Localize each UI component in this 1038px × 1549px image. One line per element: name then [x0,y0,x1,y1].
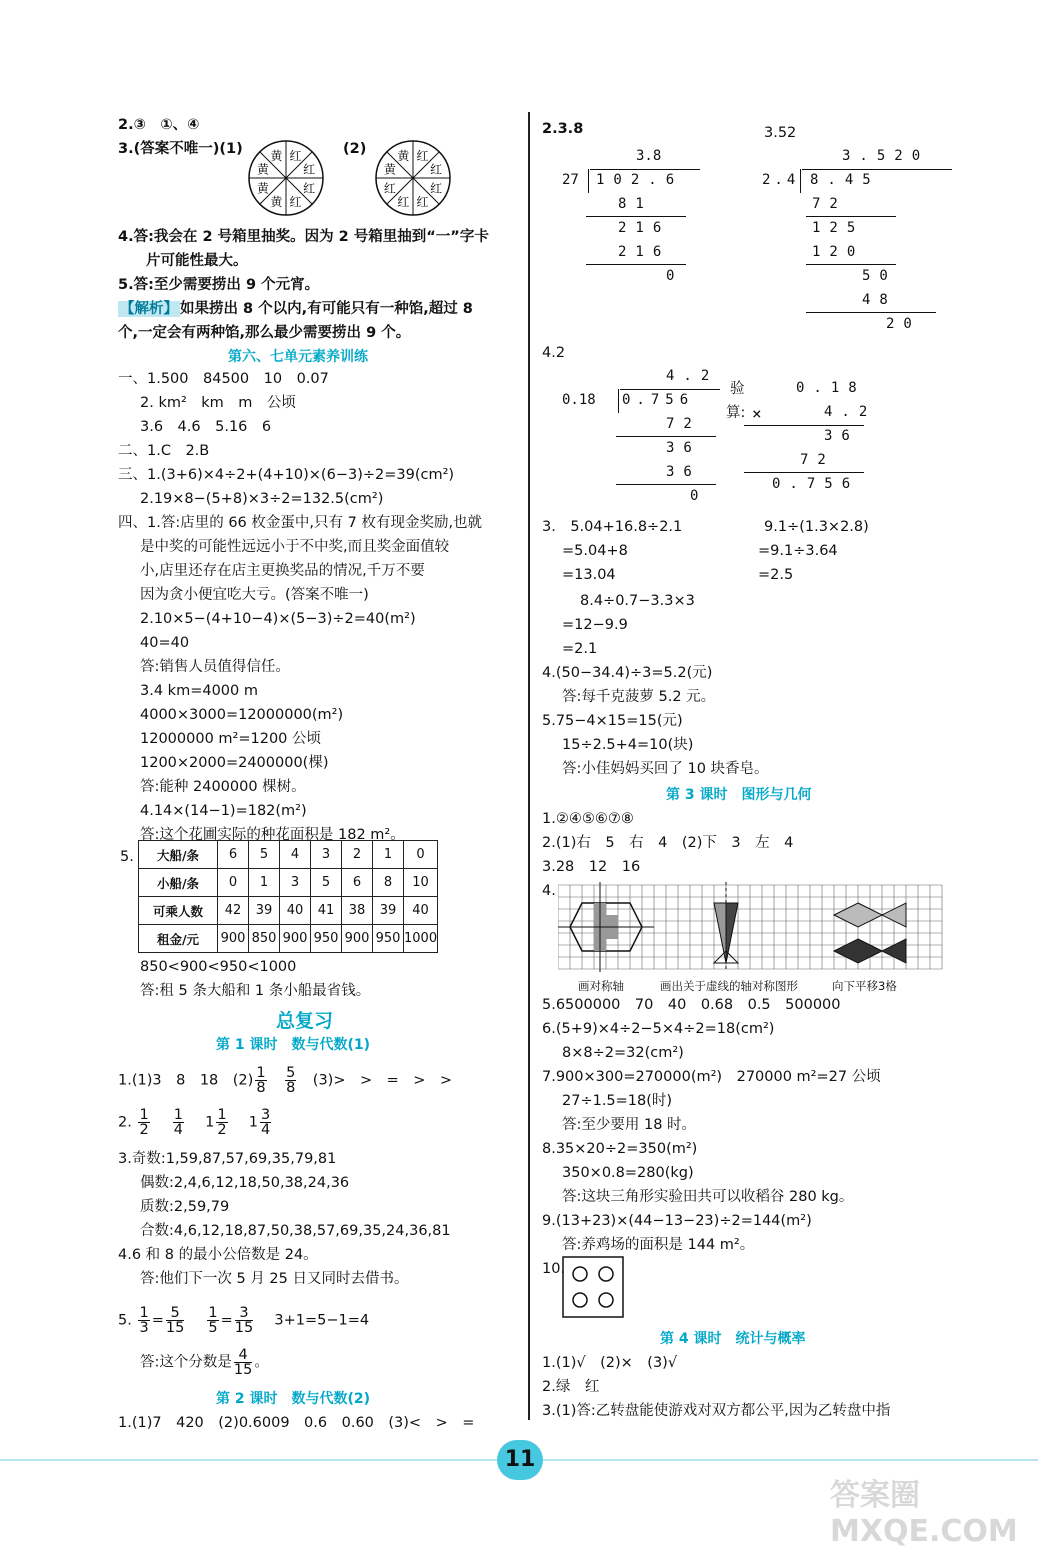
table-cell: 5 [311,869,342,897]
row-header: 可乘人数 [139,897,218,925]
numerator: 3 [235,1306,253,1321]
check-label: 验 [730,381,745,397]
answer-line: 350×0.8=280(kg) [562,1165,694,1181]
table-cell: 850 [249,925,280,953]
dividend: 102.6 [596,172,684,188]
table-row [139,925,438,953]
wheel-label: 红 [383,181,396,196]
check-label: 算: [726,405,746,421]
denominator: 5 [208,1320,218,1336]
answer-line: 15÷2.5+4=10(块) [562,737,694,753]
answer-line: 7.900×300=270000(m²) 270000 m²=27 公顷 [542,1069,881,1085]
numerator: 4 [234,1348,252,1363]
four-circles-figure [562,1256,624,1318]
denominator: 2 [217,1122,227,1138]
answer-line: 答:养鸡场的面积是 144 m²。 [562,1237,755,1253]
answer-line: 答:租 5 条大船和 1 条小船最省钱。 [140,983,371,999]
division-step: 120 [812,244,865,260]
denominator: 15 [234,1320,254,1336]
table-cell: 6 [342,869,373,897]
divisor: 27 [562,172,579,188]
wheel-label: 黄 [270,195,283,210]
answer-line: 偶数:2,4,6,12,18,50,38,24,36 [140,1175,350,1191]
numerator: 1 [208,1305,218,1321]
table-cell: 41 [311,897,342,925]
answer-text: 。 [254,1354,269,1371]
answer-line: 850<900<950<1000 [140,959,297,975]
answer-line: 片可能性最大。 [146,253,248,269]
numerator: 5 [286,1065,296,1081]
answer-line: 一、1.500 84500 10 0.07 [118,371,329,387]
row-header: 租金/元 [139,925,218,953]
section-title: 第 4 课时 统计与概率 [660,1331,806,1347]
answer-line: 三、1.(3+6)×4÷2+(4+10)×(6−3)÷2=39(cm²) [118,467,455,483]
answer-line: 4.2 [542,345,566,361]
answer-line: (2) [343,141,367,157]
table-cell: 900 [280,925,311,953]
answer-line: 1200×2000=2400000(棵) [140,755,329,771]
answer-line: =12−9.9 [562,617,628,633]
answer-line: 2.19×8−(5+8)×3÷2=132.5(cm²) [140,491,384,507]
analysis-line: 个,一定会有两种馅,那么最少需要捞出 9 个。 [118,325,411,341]
table-cell: 900 [342,925,373,953]
answer-line: 2.10×5−(4+10−4)×(5−3)÷2=40(m²) [140,611,416,627]
table-cell: 3 [280,869,311,897]
denominator: 4 [173,1122,184,1138]
table-row [139,869,438,897]
answer-text: 答:这个分数是 [140,1354,232,1371]
denominator: 15 [165,1320,185,1336]
dividend: 8.45 [810,172,880,188]
fraction [138,1306,149,1335]
wheel-label: 黄 [256,181,269,196]
answer-line: 3.奇数:1,59,87,57,69,35,79,81 [118,1151,337,1167]
dividend: 0.756 [622,392,695,408]
symmetry-grid-figure [558,882,948,972]
figure-caption: 画出关于虚线的轴对称图形 [660,979,798,993]
partial-product: 36 [824,428,859,444]
table-cell: 950 [373,925,404,953]
wheel-label: 黄 [383,162,396,177]
wheel-label: 红 [303,162,316,177]
analysis-text: 如果捞出 8 个以内,有可能只有一种馅,超过 8 [180,301,473,317]
table-cell: 1000 [404,925,438,953]
reflected-shape [714,882,738,972]
division-step: 125 [812,220,865,236]
answer-line: 2.③ ①、④ [118,117,200,133]
denominator: 8 [256,1080,266,1096]
answer-line: 小,店里还存在店主更换奖品的情况,千万不要 [140,563,425,579]
wheel-label: 黄 [397,148,410,163]
answer-line: 9.(13+23)×(44−13−23)÷2=144(m²) [542,1213,812,1229]
answer-line: 6.(5+9)×4÷2−5×4÷2=18(cm²) [542,1021,775,1037]
multiply-sign: × [752,404,762,423]
multiplicand: 0.18 [796,380,866,396]
answer-line: 8.35×20÷2=350(m²) [542,1141,698,1157]
whole-part: 1 [248,1114,258,1131]
fraction [235,1306,253,1335]
product: 0.756 [772,476,860,492]
answer-line: 8×8÷2=32(cm²) [562,1045,684,1061]
division-step: 72 [812,196,847,212]
answer-line: 答:销售人员值得信任。 [140,659,290,675]
answer-line: 5.答:至少需要捞出 9 个元宵。 [118,277,320,293]
table-cell: 38 [342,897,373,925]
quotient: 3.8 [636,148,662,164]
page-number: 11 [497,1440,543,1480]
answer-line: 3.6 4.6 5.16 6 [140,419,272,435]
table-cell: 0 [404,841,438,869]
division-step: 50 [862,268,897,284]
answer-line: 4.答:我会在 2 号箱里抽奖。因为 2 号箱里抽到“一”字卡 [118,229,489,245]
answer-line: 4. [542,883,556,899]
denominator: 4 [260,1122,271,1138]
wheel-label: 红 [416,195,429,210]
answer-line: 3.4 km=4000 m [140,683,258,699]
table-cell: 3 [311,841,342,869]
wheel-label: 黄 [270,148,283,163]
division-step: 216 [618,220,671,236]
fraction [255,1066,266,1095]
table-row [139,841,438,869]
answer-line [118,1066,452,1095]
division-step: 36 [666,440,701,456]
answer-line: 3.(1)答:乙转盘能使游戏对双方都公平,因为乙转盘中指 [542,1403,891,1419]
answer-line: 2.绿 红 [542,1379,600,1395]
answer-text: 3+1=5−1=4 [274,1312,370,1329]
answer-line: 答:这块三角形实验田共可以收稻谷 280 kg。 [562,1189,854,1205]
answer-line: 2. km² km m 公顷 [140,395,296,411]
denominator: 3 [139,1320,149,1336]
fraction [285,1066,296,1095]
answer-line: 10. [542,1261,566,1277]
answer-text: 5. [118,1312,132,1329]
answer-line: =2.5 [758,567,794,583]
division-step: 81 [618,196,653,212]
answer-line: 四、1.答:店里的 66 枚金蛋中,只有 7 枚有现金奖励,也就 [118,515,483,531]
numerator: 5 [166,1306,184,1321]
numerator: 1 [139,1107,149,1123]
denominator: 2 [139,1122,149,1138]
division-step: 0 [690,488,699,504]
column-divider [528,112,530,1420]
wheel-label: 红 [303,181,316,196]
answer-line: 2.(1)右 5 右 4 (2)下 3 左 4 [542,835,794,851]
answer-text: (3)> > = > > [312,1072,453,1089]
table-cell: 0 [218,869,249,897]
section-title: 第 1 课时 数与代数(1) [216,1037,371,1053]
denominator: 8 [286,1080,296,1096]
table-cell: 950 [311,925,342,953]
fraction [207,1306,218,1335]
answer-line: 5. [120,849,134,865]
partial-product: 72 [800,452,835,468]
answer-line: 是中奖的可能性远远小于不中奖,而且奖金面值较 [140,539,450,555]
division-step: 36 [666,464,701,480]
fraction [216,1108,227,1137]
answer-line: 答:小佳妈妈买回了 10 块香皂。 [562,761,769,777]
answer-line: 1.(1)√ (2)× (3)√ [542,1355,678,1371]
figure-caption: 向下平移3格 [832,979,897,993]
table-cell: 39 [373,897,404,925]
whole-part: 1 [205,1114,215,1131]
answer-text: 1.(1)3 8 18 (2) [118,1072,254,1089]
table-cell: 40 [280,897,311,925]
analysis-line [118,298,473,320]
wheel-label: 红 [289,148,302,163]
fraction [260,1108,271,1137]
answer-line: 答:每千克菠萝 5.2 元。 [562,689,716,705]
answer-line: 2.3.8 [542,121,584,137]
answer-line [140,1348,269,1377]
numerator: 1 [139,1305,149,1321]
answer-line: 5.6500000 70 40 0.68 0.5 500000 [542,997,841,1013]
answer-line: 二、1.C 2.B [118,443,210,459]
answer-line: 1.(1)7 420 (2)0.6009 0.6 0.60 (3)< > = [118,1415,475,1431]
numerator: 1 [217,1107,227,1123]
row-header: 大船/条 [139,841,218,869]
table-cell: 10 [404,869,438,897]
numerator: 1 [256,1065,266,1081]
spinner-wheel-2 [373,138,453,218]
answer-line: 40=40 [140,635,190,651]
table-cell: 5 [249,841,280,869]
review-title: 总复习 [276,1010,334,1032]
section-title: 第 2 课时 数与代数(2) [216,1391,371,1407]
answer-line: 4.14×(14−1)=182(m²) [140,803,307,819]
table-cell: 39 [249,897,280,925]
division-step: 20 [886,316,921,332]
wheel-label: 红 [416,148,429,163]
answer-line: 8.4÷0.7−3.3×3 [580,593,695,609]
fraction [166,1306,184,1335]
answer-line: 答:这个花圃实际的种花面积是 182 m²。 [140,827,405,843]
divisor: 0.18 [562,392,596,408]
wheel-label: 红 [289,195,302,210]
answer-line: 4000×3000=12000000(m²) [140,707,344,723]
watermark: 答案圈 MXQE.COM [830,1478,1018,1549]
answer-line: 4.6 和 8 的最小公倍数是 24。 [118,1247,318,1263]
answer-line: =13.04 [562,567,616,583]
spinner-wheel-1 [246,138,326,218]
answer-line: 答:至少要用 18 时。 [562,1117,697,1133]
division-step: 216 [618,244,671,260]
fraction [173,1108,184,1137]
answer-line: 3. 5.04+16.8÷2.1 [542,519,683,535]
table-cell: 40 [404,897,438,925]
answer-line: 因为贪小便宜吃大亏。(答案不唯一) [140,587,369,603]
table-cell: 900 [218,925,249,953]
answer-line: 3.(答案不唯一)(1) [118,141,243,157]
answer-line: =9.1÷3.64 [758,543,838,559]
rental-table [138,840,438,953]
answer-line: 答:他们下一次 5 月 25 日又同时去借书。 [140,1271,409,1287]
division-step: 72 [666,416,701,432]
table-row [139,897,438,925]
divisor: 2.4 [762,172,800,188]
analysis-tag: 【解析】 [120,301,178,317]
fraction [234,1348,252,1377]
answer-line: 质数:2,59,79 [140,1199,230,1215]
answer-line: 12000000 m²=1200 公顷 [140,731,322,747]
section-title: 第 3 课时 图形与几何 [666,787,812,803]
quotient: 3.520 [842,148,930,164]
division-step: 0 [666,268,675,284]
multiplier: 4.2 [824,404,877,420]
numerator: 3 [260,1107,271,1123]
table-cell: 8 [373,869,404,897]
answer-line: 4.(50−34.4)÷3=5.2(元) [542,665,713,681]
numerator: 1 [173,1107,184,1123]
quotient: 4.2 [666,368,719,384]
fraction [138,1108,149,1137]
table-cell: 42 [218,897,249,925]
figure-caption: 画对称轴 [578,979,624,993]
answer-line: 27÷1.5=18(时) [562,1093,673,1109]
answer-text: 2. [118,1114,132,1131]
answer-line: 答:能种 2400000 棵树。 [140,779,306,795]
row-header: 小船/条 [139,869,218,897]
division-step: 48 [862,292,897,308]
answer-line: 1.②④⑤⑥⑦⑧ [542,811,634,827]
answer-line: 合数:4,6,12,18,87,50,38,57,69,35,24,36,81 [140,1223,451,1239]
table-cell: 1 [249,869,280,897]
table-cell: 4 [280,841,311,869]
wheel-label: 红 [430,181,443,196]
answer-line: 3.28 12 16 [542,859,641,875]
answer-line: =5.04+8 [562,543,628,559]
section-title: 第六、七单元素养训练 [228,349,368,365]
table-cell: 2 [342,841,373,869]
answer-line: 5.75−4×15=15(元) [542,713,683,729]
wheel-label: 红 [430,162,443,177]
answer-line: 9.1÷(1.3×2.8) [764,519,869,535]
answer-line [118,1108,273,1137]
answer-line: 3.52 [764,125,797,141]
denominator: 15 [233,1362,253,1378]
answer-line: =2.1 [562,641,598,657]
wheel-label: 黄 [256,162,269,177]
table-cell: 1 [373,841,404,869]
answer-line: 5. $\frac{1}{3}$ = $\frac{5}{15}$ $\frac{1}{5}$ = $\frac{3}{15}$ 3+1=5−1=4 [118,1305,370,1336]
table-cell: 6 [218,841,249,869]
wheel-label: 红 [397,195,410,210]
